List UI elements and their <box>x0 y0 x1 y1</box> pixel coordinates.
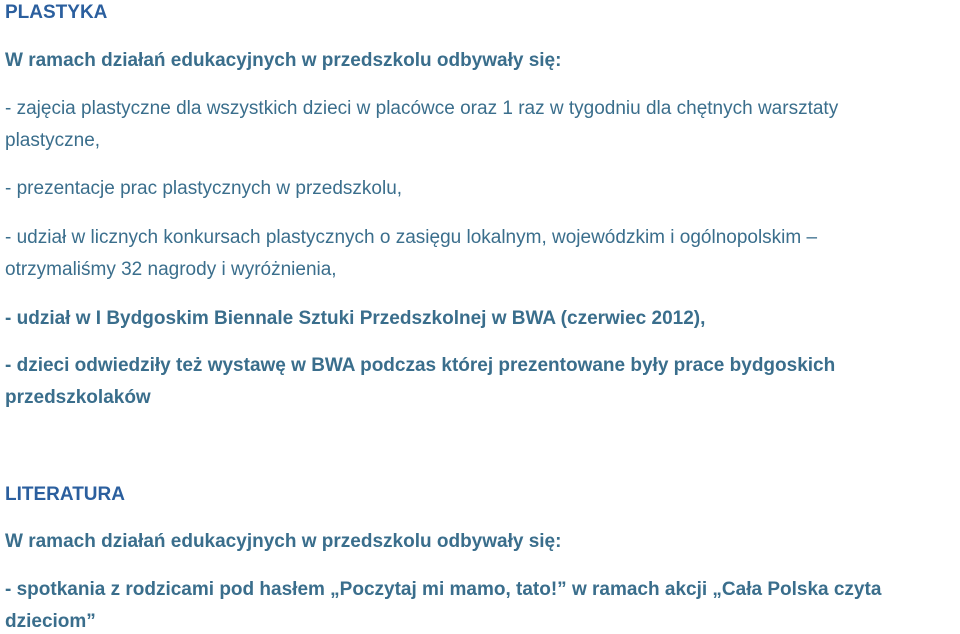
section-heading-plastyka: PLASTYKA <box>5 2 108 23</box>
plastyka-item-5-line-1: - dzieci odwiedziły też wystawę w BWA podczas której prezentowane były prace bydgoskich <box>5 355 836 376</box>
literatura-item-1-line-1: - spotkania z rodzicami pod hasłem „Poczytaj mi mamo, tato!” w ramach akcji „Cała Polska czyta <box>5 579 882 600</box>
plastyka-item-3-line-2: otrzymaliśmy 32 nagrody i wyróżnienia, <box>5 259 337 280</box>
plastyka-intro: W ramach działań edukacyjnych w przedszkolu odbywały się: <box>5 50 562 71</box>
plastyka-item-5-line-2: przedszkolaków <box>5 387 151 408</box>
plastyka-item-1-line-2: plastyczne, <box>5 130 101 151</box>
section-heading-literatura: LITERATURA <box>5 484 125 505</box>
plastyka-item-3-line-1: - udział w licznych konkursach plastycznych o zasięgu lokalnym, wojewódzkim i ogólnopolskim – <box>5 227 818 248</box>
plastyka-item-2-line-1: - prezentacje prac plastycznych w przedszkolu, <box>5 178 403 199</box>
plastyka-item-4-line-1: - udział w I Bydgoskim Biennale Sztuki Przedszkolnej w BWA (czerwiec 2012), <box>5 308 706 329</box>
literatura-intro: W ramach działań edukacyjnych w przedszkolu odbywały się: <box>5 531 562 552</box>
literatura-item-1-line-2: dzieciom” <box>5 611 96 632</box>
plastyka-item-1-line-1: - zajęcia plastyczne dla wszystkich dzieci w placówce oraz 1 raz w tygodniu dla chętnych warsztaty <box>5 98 839 119</box>
